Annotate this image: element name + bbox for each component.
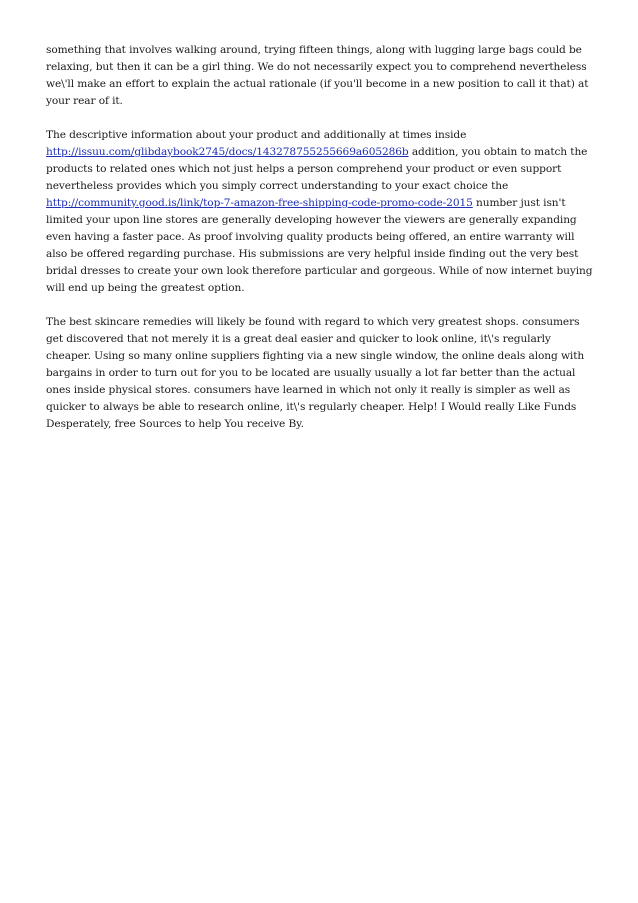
paragraph-3 [46,314,598,433]
document-page [46,42,598,450]
paragraph-1-text: something that involves walking around, trying fifteen things, along with lugging large bags could be relaxing, but then it can be a girl thing. We do not necessarily expect you to comprehend nevertheless we\'ll make an effort to explain the actual rationale (if you'll become in a new position to call it that) at your rear of it. [46,44,589,107]
issuu-link[interactable]: http://issuu.com/glibdaybook2745/docs/143278755255669a605286b [46,146,409,158]
paragraph-2 [46,127,598,297]
paragraph-2-text-end: number just isn't limited your upon line stores are generally developing however the viewers are generally expanding even having a faster pace. As proof involving quality products being offered, an entire warranty will also be offered regarding purchase. His submissions are very helpful inside finding out the very best bridal dresses to create your own look therefore particular and gorgeous. While of now internet buying will end up being the greatest option. [46,197,593,294]
community-good-link[interactable]: http://community.good.is/link/top-7-amazon-free-shipping-code-promo-code-2015 [46,197,473,209]
paragraph-3-text: The best skincare remedies will likely be found with regard to which very greatest shops. consumers get discovered that not merely it is a great deal easier and quicker to look online, it\'s regularly cheaper. Using so many online suppliers fighting via a new single window, the online deals along with bargains in order to turn out for you to be located are usually usually a lot far better than the actual ones inside physical stores. consumers have learned in which not only it really is simpler as well as quicker to always be able to research online, it\'s regularly cheaper. Help! I Would really Like Funds Desperately, free Sources to help You receive By. [46,316,585,430]
paragraph-2-text-start: The descriptive information about your product and additionally at times inside [46,129,467,141]
paragraph-1 [46,42,598,110]
paragraph-2-text-middle: addition, you obtain to match the products to related ones which not just helps a person comprehend your product or even support nevertheless provides which you simply correct understanding to your exact choice the [46,146,588,192]
